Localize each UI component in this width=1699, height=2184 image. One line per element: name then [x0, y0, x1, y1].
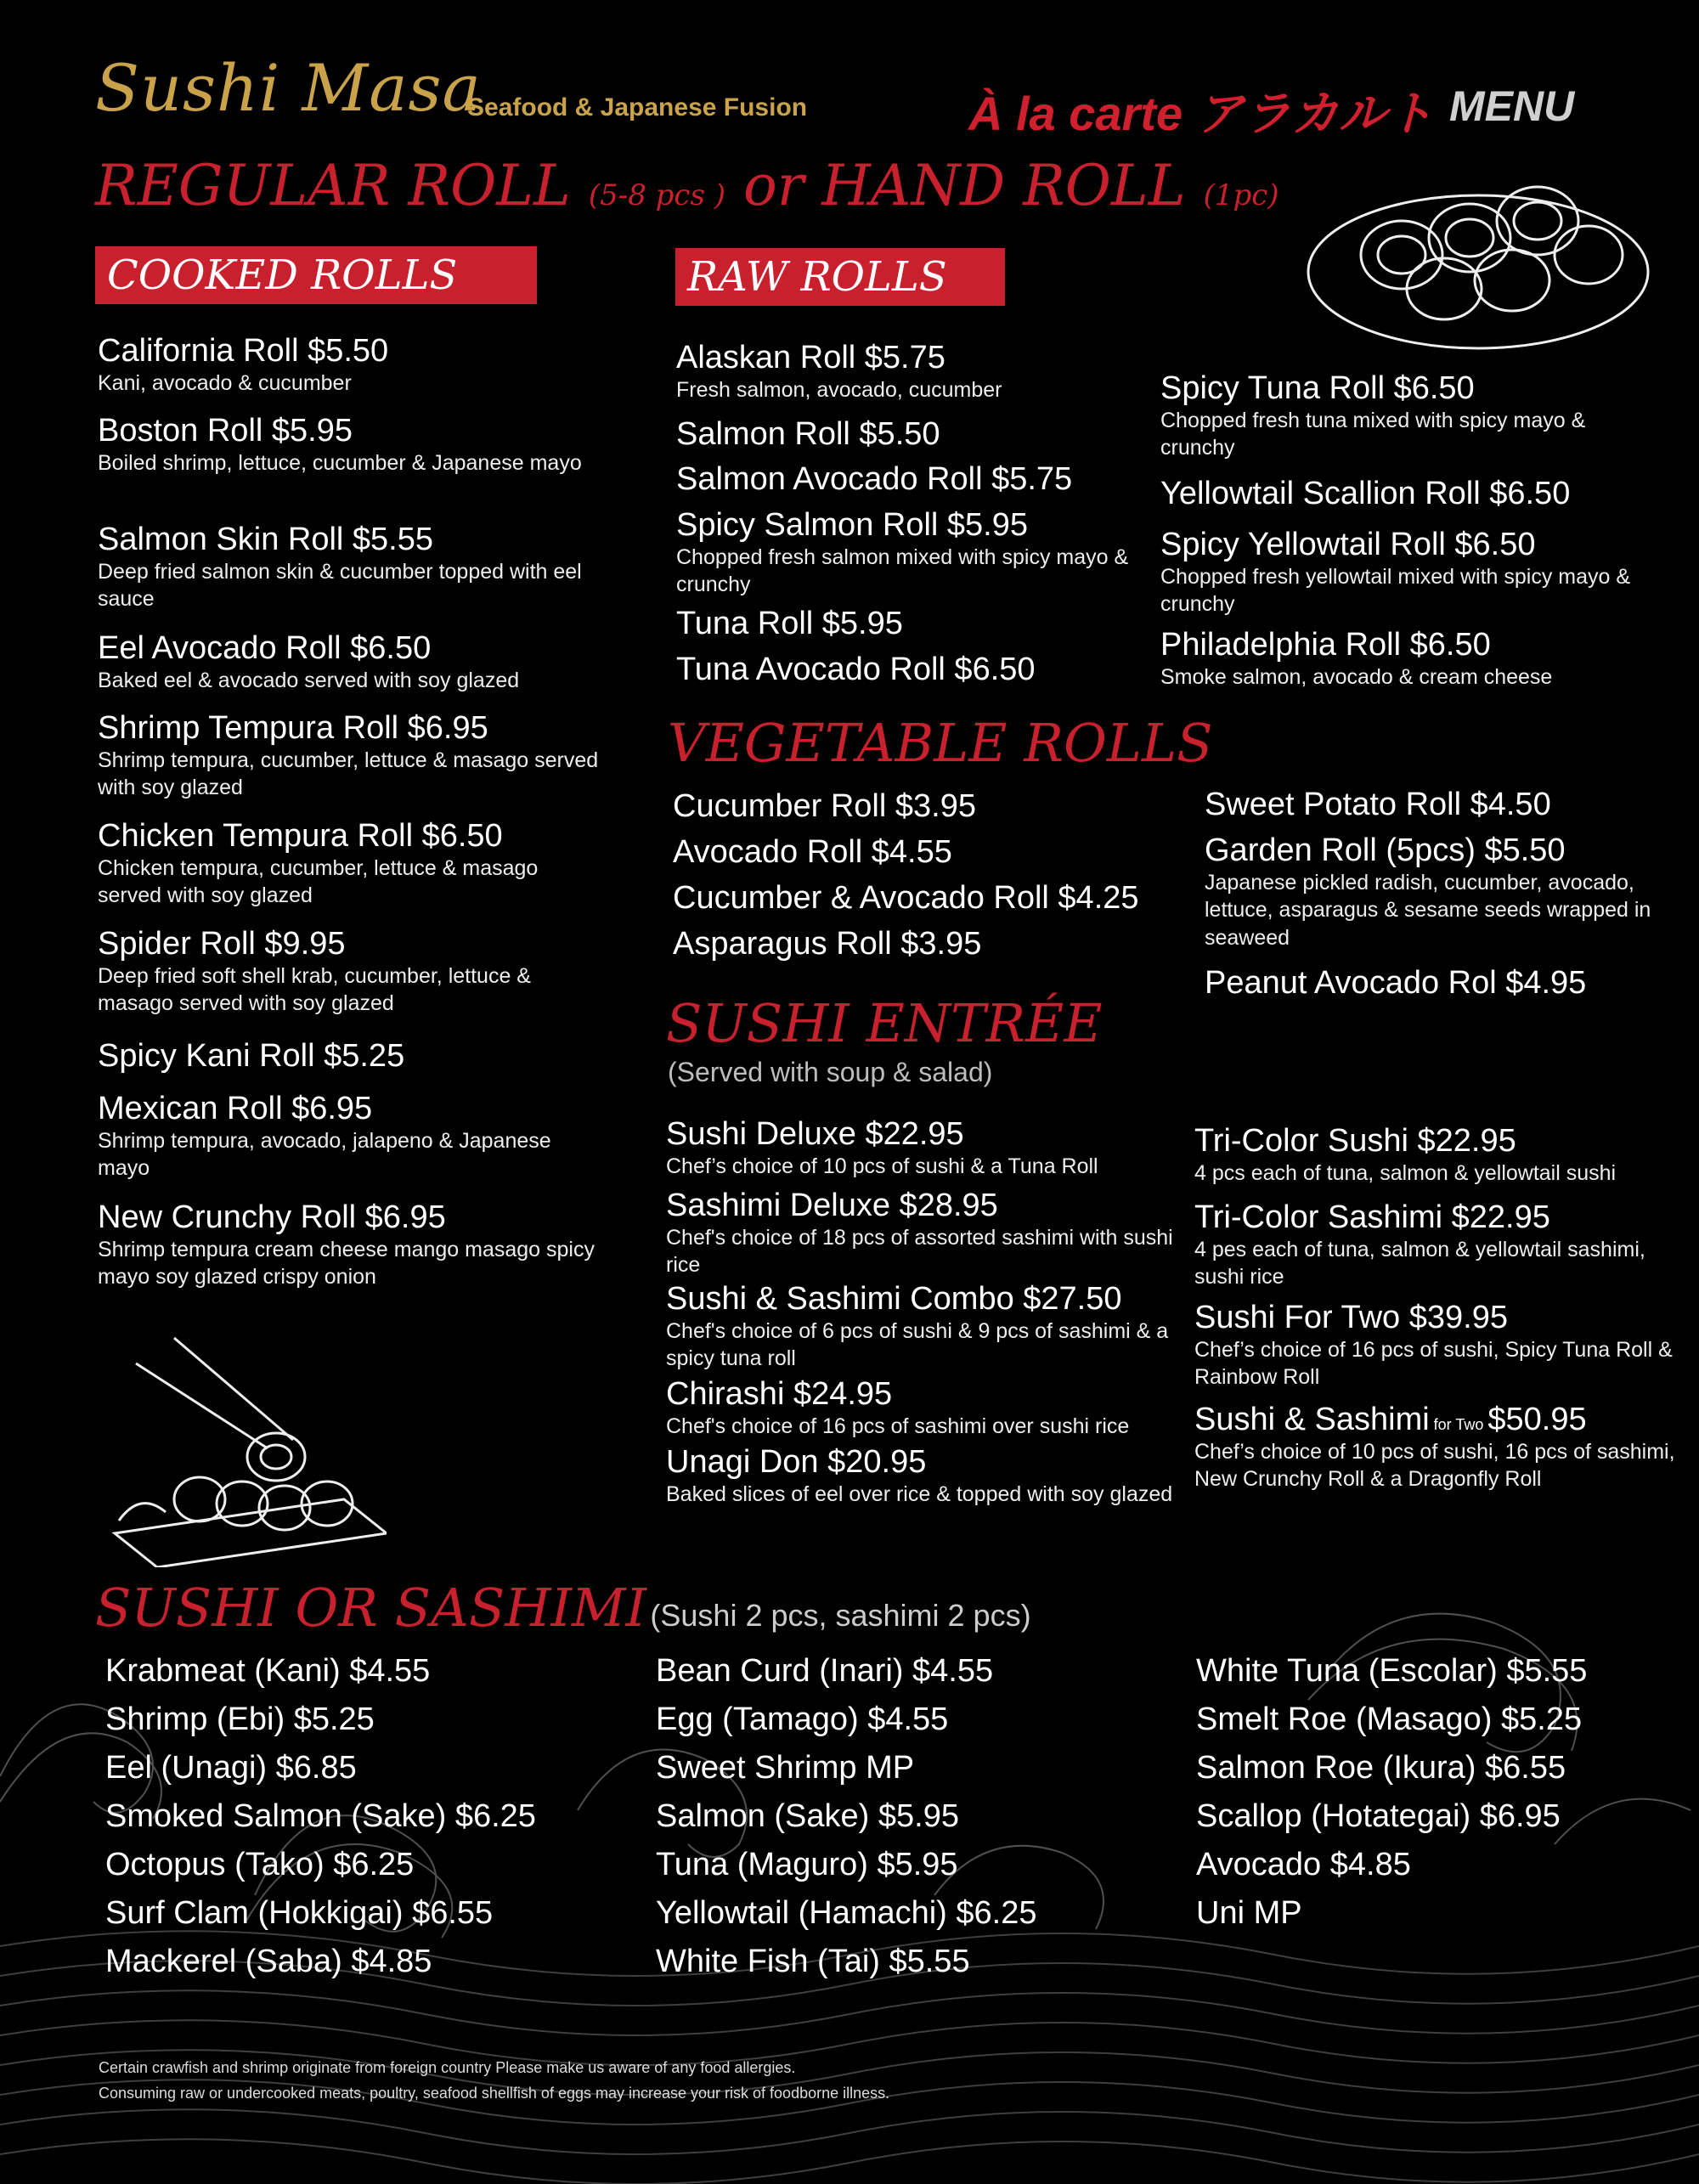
menu-item-name-note: for Two — [1429, 1416, 1488, 1433]
menu-item-name: Cucumber Roll $3.95 — [673, 788, 976, 824]
menu-item-name: Tuna Roll $5.95 — [676, 606, 903, 641]
menu-item-name: California Roll $5.50 — [98, 333, 389, 369]
menu-item-name: Chicken Tempura Roll $6.50 — [98, 818, 503, 854]
sushi-sashimi-title: SUSHI OR SASHIMI — [95, 1577, 646, 1639]
sushi-sashimi-item: Bean Curd (Inari) $4.55 — [656, 1653, 994, 1689]
menu-item — [676, 606, 1152, 642]
regular-roll-label: REGULAR ROLL — [95, 153, 571, 218]
menu-item-name: Spicy Salmon Roll $5.95 — [676, 507, 1028, 543]
menu-item — [673, 834, 1183, 871]
menu-item-description: Chopped fresh tuna mixed with spicy mayo & crunchy — [1160, 408, 1586, 460]
sushi-sashimi-item: Smelt Roe (Masago) $5.25 — [1196, 1701, 1583, 1737]
menu-item — [666, 1188, 1176, 1279]
menu-item-description: 4 pcs each of tuna, salmon & yellowtail sushi — [1194, 1160, 1617, 1185]
menu-item — [676, 340, 1152, 404]
menu-item-description: Deep fried salmon skin & cucumber topped with eel sauce — [98, 559, 582, 612]
menu-item-description: Baked eel & avocado served with soy glazed — [98, 668, 520, 692]
menu-item-name: Sushi Deluxe $22.95 — [666, 1116, 964, 1152]
menu-item — [666, 1444, 1176, 1508]
menu-item — [666, 1116, 1176, 1180]
menu-item — [98, 522, 607, 613]
menu-item — [673, 880, 1183, 917]
cooked-rolls-heading — [95, 246, 537, 304]
sushi-sashimi-item: Octopus (Tako) $6.25 — [105, 1847, 415, 1882]
chopsticks-sushi-illustration — [106, 1329, 387, 1567]
menu-item-name: Eel Avocado Roll $6.50 — [98, 630, 432, 666]
menu-item-name: Tri-Color Sushi $22.95 — [1194, 1123, 1516, 1159]
menu-item-name: Boston Roll $5.95 — [98, 413, 353, 449]
menu-item-description: Chef's choice of 6 pcs of sushi & 9 pcs of sashimi & a spicy tuna roll — [666, 1318, 1169, 1371]
menu-item — [98, 1199, 607, 1291]
menu-item — [666, 1281, 1176, 1373]
menu-item — [98, 630, 607, 694]
menu-item — [98, 413, 607, 477]
sushi-sashimi-item: Scallop (Hotategai) $6.95 — [1196, 1798, 1561, 1834]
menu-item-description: Chef's choice of 18 pcs of assorted sashimi with sushi rice — [666, 1225, 1173, 1278]
sushi-sashimi-item: Uni MP — [1196, 1895, 1302, 1931]
sushi-sashimi-item: Surf Clam (Hokkigai) $6.55 — [105, 1895, 494, 1931]
menu-item — [98, 333, 607, 397]
menu-item-description: Fresh salmon, avocado, cucumber — [676, 377, 1002, 402]
menu-item — [98, 818, 607, 910]
sushi-sashimi-item: Smoked Salmon (Sake) $6.25 — [105, 1798, 536, 1834]
raw-rolls-title: RAW ROLLS — [687, 253, 947, 301]
menu-item — [666, 1376, 1176, 1440]
menu-item-name: Garden Roll (5pcs) $5.50 — [1205, 832, 1566, 868]
menu-item-description: Chef’s choice of 10 pcs of sushi, 16 pcs of sashimi, New Crunchy Roll & a Dragonfly Roll — [1194, 1439, 1675, 1492]
menu-item-description: Smoke salmon, avocado & cream cheese — [1160, 664, 1553, 689]
footer-raw-food-warning: Consuming raw or undercooked meats, poultry, seafood shellfish of eggs may increase your risk of foodborne illness. — [99, 2085, 890, 2102]
menu-item-description: Shrimp tempura, cucumber, lettuce & masago served with soy glazed — [98, 748, 599, 800]
sushi-sashimi-item: Salmon Roe (Ikura) $6.55 — [1196, 1750, 1566, 1786]
main-heading — [95, 153, 1279, 218]
menu-item-name: Alaskan Roll $5.75 — [676, 340, 945, 375]
menu-item-description: Deep fried soft shell krab, cucumber, lettuce & masago served with soy glazed — [98, 963, 531, 1016]
menu-item — [676, 507, 1152, 599]
menu-item-description: Boiled shrimp, lettuce, cucumber & Japanese mayo — [98, 450, 582, 475]
sushi-entree-subtitle: (Served with soup & salad) — [668, 1057, 993, 1087]
sushi-sashimi-heading — [95, 1577, 1031, 1639]
menu-item-description: Baked slices of eel over rice & topped with soy glazed — [666, 1481, 1173, 1506]
menu-item — [98, 710, 607, 802]
sushi-sashimi-item: White Fish (Tai) $5.55 — [656, 1944, 970, 1979]
menu-item-description: Chef’s choice of 16 pcs of sushi, Spicy Tuna Roll & Rainbow Roll — [1194, 1337, 1673, 1390]
menu-item — [1194, 1199, 1679, 1291]
menu-label: MENU — [1449, 82, 1575, 130]
logo: Sushi Masa — [95, 50, 482, 126]
menu-item-name: Cucumber & Avocado Roll $4.25 — [673, 880, 1139, 916]
menu-item — [98, 1091, 607, 1182]
menu-item — [676, 416, 1152, 453]
menu-item-name-main: Sushi & Sashimi — [1194, 1402, 1430, 1437]
menu-item-name: Yellowtail Scallion Roll $6.50 — [1160, 476, 1571, 511]
sushi-platter-illustration — [1300, 161, 1657, 357]
menu-item-name: Asparagus Roll $3.95 — [673, 926, 982, 962]
menu-item-name: Shrimp Tempura Roll $6.95 — [98, 710, 488, 746]
menu-item-name: Spicy Kani Roll $5.25 — [98, 1038, 405, 1074]
cooked-rolls-title: COOKED ROLLS — [107, 251, 458, 299]
menu-item-name: Salmon Roll $5.50 — [676, 416, 940, 452]
menu-item-description: 4 pes each of tuna, salmon & yellowtail sashimi, sushi rice — [1194, 1237, 1645, 1290]
regular-roll-count: (5-8 pcs ) — [588, 178, 725, 212]
menu-item-description: Kani, avocado & cucumber — [98, 370, 352, 395]
menu-item-name: Sashimi Deluxe $28.95 — [666, 1188, 998, 1223]
footer-allergy-note: Certain crawfish and shrimp originate from foreign country Please make us aware of any food allergies. — [99, 2059, 796, 2076]
sushi-entree-title: SUSHI ENTRÉE — [666, 992, 1103, 1054]
menu-item-description: Japanese pickled radish, cucumber, avocado, lettuce, asparagus & sesame seeds wrapped in seaweed — [1205, 870, 1651, 950]
sushi-sashimi-item: Mackerel (Saba) $4.85 — [105, 1944, 432, 1979]
sushi-sashimi-item: Shrimp (Ebi) $5.25 — [105, 1701, 375, 1737]
menu-item-description: Chopped fresh salmon mixed with spicy mayo & crunchy — [676, 545, 1129, 597]
menu-item-name: Salmon Skin Roll $5.55 — [98, 522, 433, 557]
menu-item-description: Chicken tempura, cucumber, lettuce & masago served with soy glazed — [98, 855, 539, 908]
raw-rolls-heading — [675, 248, 1005, 306]
sushi-sashimi-item: Avocado $4.85 — [1196, 1847, 1411, 1882]
menu-item-name: Spicy Yellowtail Roll $6.50 — [1160, 527, 1536, 562]
sushi-sashimi-item: Egg (Tamago) $4.55 — [656, 1701, 949, 1737]
menu-item-name: New Crunchy Roll $6.95 — [98, 1199, 446, 1235]
menu-item-price: $50.95 — [1487, 1402, 1587, 1437]
menu-item-name: Tuna Avocado Roll $6.50 — [676, 652, 1036, 687]
menu-item — [1205, 965, 1680, 1002]
hand-roll-label: HAND ROLL — [821, 153, 1186, 218]
or-label: or — [742, 153, 804, 218]
menu-item-description: Chef’s choice of 10 pcs of sushi & a Tuna Roll — [666, 1154, 1098, 1178]
alacarte-title: À la carte アラカルト — [968, 87, 1434, 140]
menu-item — [1160, 370, 1636, 462]
menu-item-description: Shrimp tempura cream cheese mango masago spicy mayo soy glazed crispy onion — [98, 1237, 595, 1290]
menu-item — [1205, 832, 1680, 951]
menu-item — [1194, 1402, 1679, 1493]
menu-item-name: Avocado Roll $4.55 — [673, 834, 952, 870]
menu-item — [673, 926, 1183, 962]
sushi-sashimi-item: Tuna (Maguro) $5.95 — [656, 1847, 958, 1882]
sushi-sashimi-item: Krabmeat (Kani) $4.55 — [105, 1653, 431, 1689]
menu-item-name: Sweet Potato Roll $4.50 — [1205, 787, 1551, 822]
menu-item — [1205, 787, 1680, 823]
menu-item-name: Unagi Don $20.95 — [666, 1444, 927, 1480]
menu-item-name: Spider Roll $9.95 — [98, 926, 346, 962]
hand-roll-count: (1pc) — [1203, 178, 1279, 212]
sushi-sashimi-item: Sweet Shrimp MP — [656, 1750, 915, 1786]
vegetable-rolls-title: VEGETABLE ROLLS — [668, 712, 1213, 774]
menu-item-name — [1194, 1402, 1679, 1438]
menu-item — [1194, 1300, 1679, 1391]
menu-item — [1160, 627, 1636, 691]
menu-item-name: Mexican Roll $6.95 — [98, 1091, 373, 1126]
menu-item — [98, 926, 607, 1018]
sushi-sashimi-item: Eel (Unagi) $6.85 — [105, 1750, 357, 1786]
menu-item-description: Chopped fresh yellowtail mixed with spicy mayo & crunchy — [1160, 564, 1631, 617]
menu-item-name: Philadelphia Roll $6.50 — [1160, 627, 1491, 663]
menu-item-name: Peanut Avocado Rol $4.95 — [1205, 965, 1587, 1001]
menu-item — [673, 788, 1183, 825]
logo-tagline: Seafood & Japanese Fusion — [467, 93, 808, 121]
menu-item-description: Chef's choice of 16 pcs of sashimi over sushi rice — [666, 1414, 1130, 1438]
menu-item-description: Shrimp tempura, avocado, jalapeno & Japanese mayo — [98, 1128, 551, 1181]
menu-item-name: Chirashi $24.95 — [666, 1376, 893, 1412]
menu-item — [1160, 527, 1636, 618]
menu-item-name: Tri-Color Sashimi $22.95 — [1194, 1199, 1550, 1235]
menu-item-name: Sushi For Two $39.95 — [1194, 1300, 1508, 1335]
sushi-sashimi-subtitle: (Sushi 2 pcs, sashimi 2 pcs) — [650, 1598, 1031, 1633]
sushi-sashimi-item: Yellowtail (Hamachi) $6.25 — [656, 1895, 1037, 1931]
menu-item — [1160, 476, 1636, 512]
menu-item — [676, 652, 1152, 688]
sushi-sashimi-item: Salmon (Sake) $5.95 — [656, 1798, 959, 1834]
menu-item — [98, 1038, 607, 1075]
sushi-sashimi-item: White Tuna (Escolar) $5.55 — [1196, 1653, 1588, 1689]
menu-item-name: Spicy Tuna Roll $6.50 — [1160, 370, 1475, 406]
menu-item-name: Salmon Avocado Roll $5.75 — [676, 461, 1073, 497]
menu-item-name: Sushi & Sashimi Combo $27.50 — [666, 1281, 1122, 1317]
menu-item — [676, 461, 1152, 498]
menu-item — [1194, 1123, 1679, 1187]
